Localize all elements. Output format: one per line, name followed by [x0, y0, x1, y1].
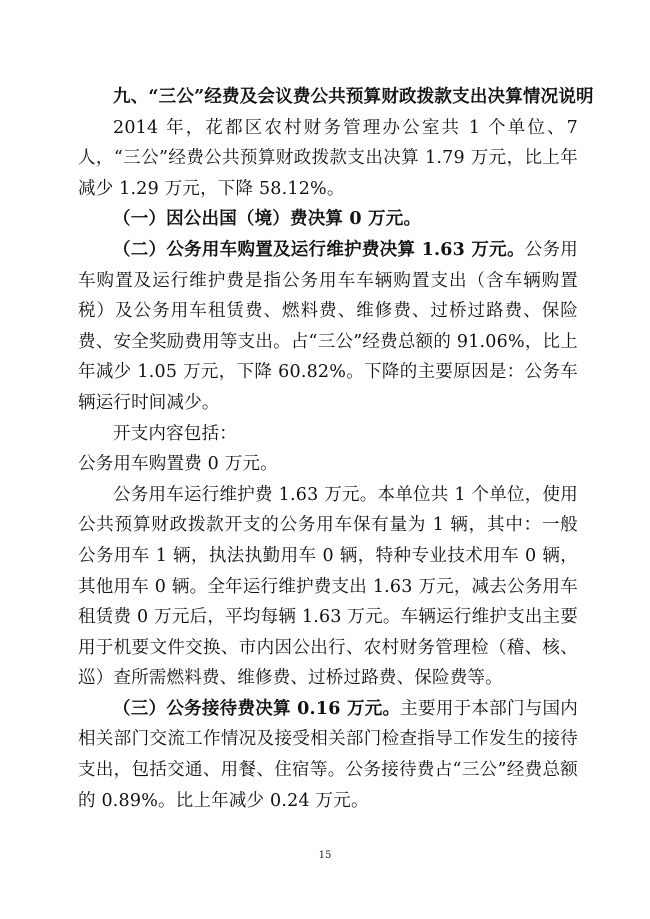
section-heading: 九、“三公”经费及会议费公共预算财政拨款支出决算情况说明	[113, 87, 594, 107]
item2-text: 公务用车购置及运行维护费是指公务用车车辆购置支出（含车辆购置税）及公务用车租赁费、燃料费、维修费、过桥过路费、保险费、安全奖励费用等支出。占“三公”经费总额的 91.06%，比上年减少 1.05 万元，下降 60.82%。下降的主要原因是：公务车辆运行时间减少。	[78, 239, 578, 413]
page-number: 15	[318, 850, 332, 861]
item1-heading: （一）因公出国（境）费决算 0 万元。	[113, 209, 422, 230]
item3-text: 主要用于本部门与国内相关部门交流工作情况及接受相关部门检查指导工作发生的接待支出，包括交通、用餐、住宿等。公务接待费占“三公”经费总额的 0.89%。比上年减少 0.24 万元。	[78, 698, 579, 811]
item3-heading: （三）公务接待费决算 0.16 万元。	[113, 698, 401, 719]
item2-paragraph	[78, 235, 578, 419]
maintenance-paragraph: 公务用车运行维护费 1.63 万元。本单位共 1 个单位，使用公共预算财政拨款开支的公务用车保有量为 1 辆，其中：一般公务用车 1 辆，执法执勤用车 0 辆，特种专业技术用车 0 辆，其他用车 0 辆。全年运行维护费支出 1.63 万元，减去公务用车租赁费 0 万元后，平均每辆 1.63 万元。车辆运行维护支出主要用于机要文件交换、市内因公出行、农村财务管理检（稽、核、巡）查所需燃料费、维修费、过桥过路费、保险费等。	[78, 484, 578, 689]
intro-paragraph: 2014 年，花都区农村财务管理办公室共 1 个单位、7 人，“三公”经费公共预算财政拨款支出决算 1.79 万元，比上年减少 1.29 万元，下降 58.12%。	[78, 117, 578, 199]
spending-intro: 开支内容包括：	[113, 423, 237, 444]
purchase-line: 公务用车购置费 0 万元。	[78, 454, 278, 475]
document-body	[78, 82, 594, 816]
item3-paragraph	[78, 694, 578, 816]
item2-heading: （二）公务用车购置及运行维护费决算 1.63 万元。	[113, 239, 525, 260]
